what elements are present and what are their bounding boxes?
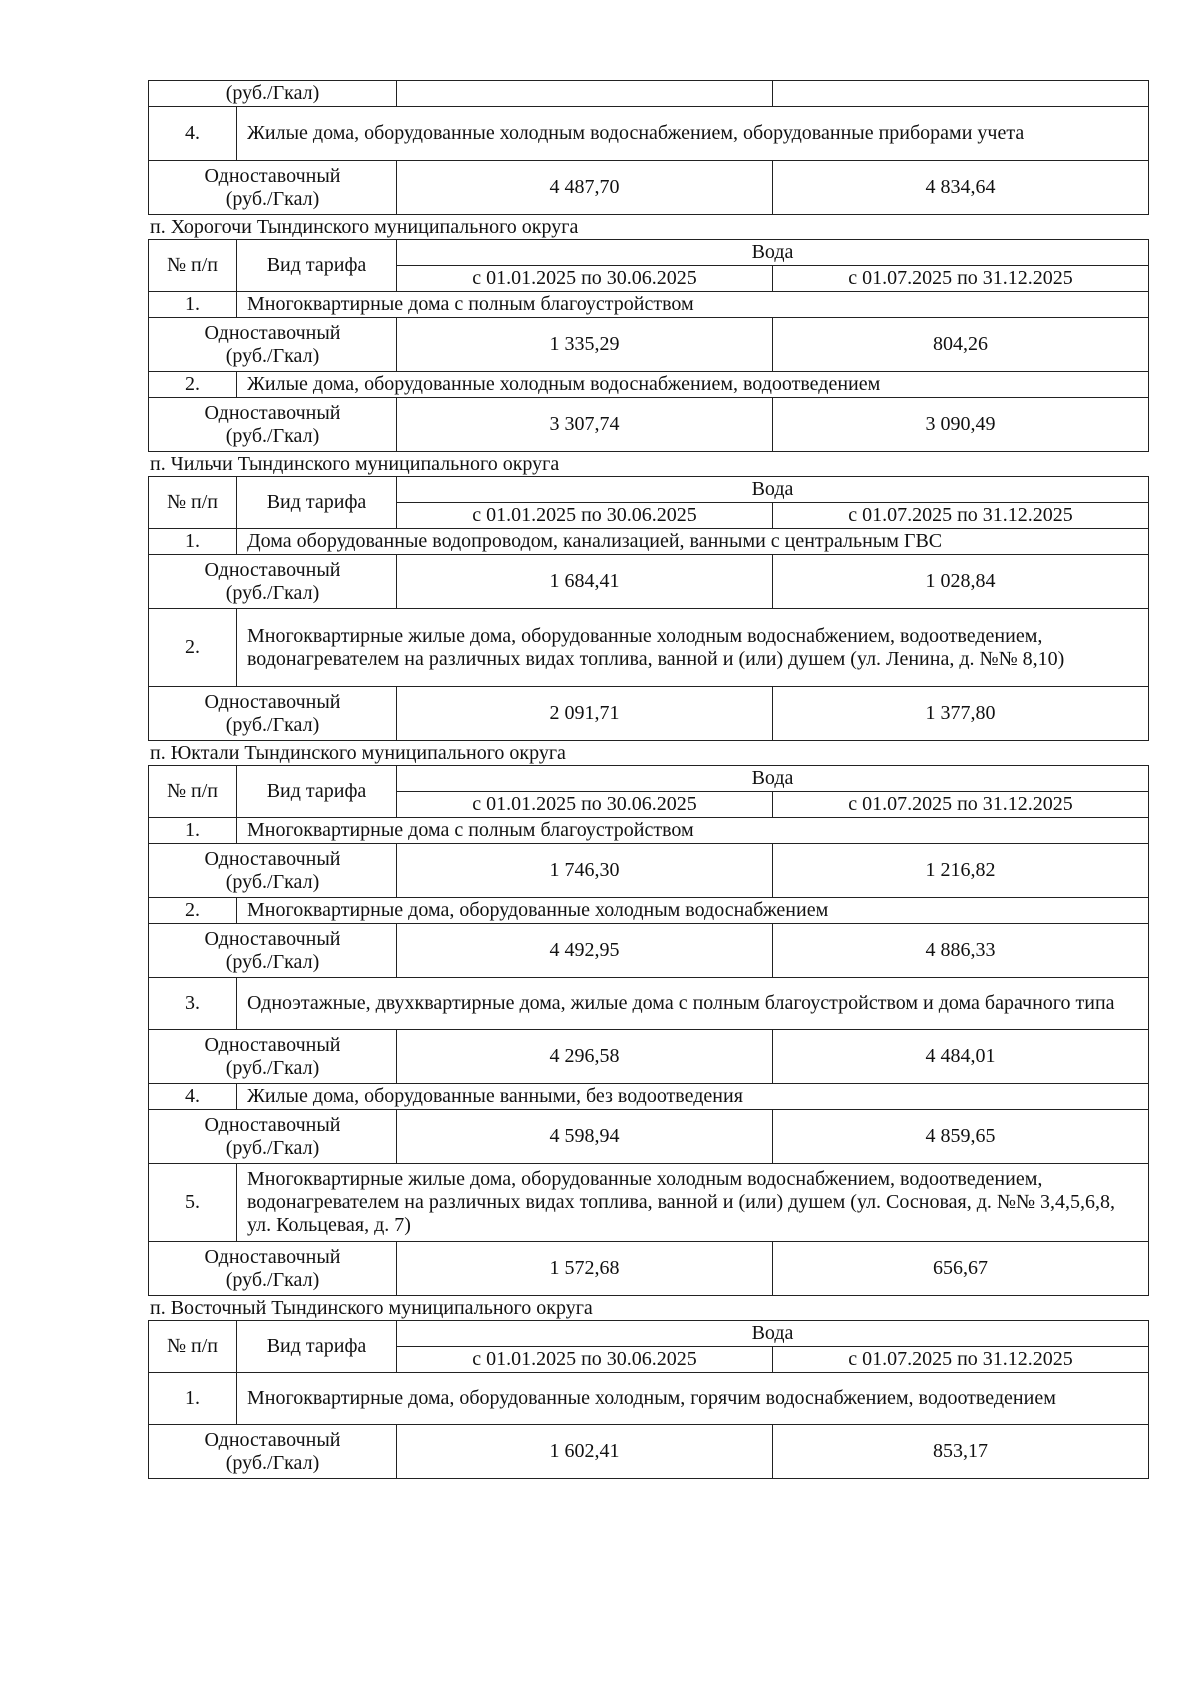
item-description: Многоквартирные жилые дома, оборудованные холодным водоснабжением, водоотведением, водонагревателем на различных видах топлива, ванной и (или) душем (ул. Ленина, д. №№ 8,10) bbox=[237, 609, 1149, 687]
item-description: Многоквартирные дома с полным благоустройством bbox=[237, 818, 1149, 844]
value-period1: 1 572,68 bbox=[397, 1242, 773, 1296]
item-description: Многоквартирные дома, оборудованные холодным, горячим водоснабжением, водоотведением bbox=[237, 1373, 1149, 1425]
header-period1: с 01.01.2025 по 30.06.2025 bbox=[397, 1347, 773, 1373]
item-number: 2. bbox=[149, 372, 237, 398]
item-number: 2. bbox=[149, 898, 237, 924]
rate-label: Одноставочный (руб./Гкал) bbox=[149, 398, 397, 452]
item-description: Одноэтажные, двухквартирные дома, жилые дома с полным благоустройством и дома барачного типа bbox=[237, 978, 1149, 1030]
header-tariff-type: Вид тарифа bbox=[237, 240, 397, 292]
item-number: 5. bbox=[149, 1164, 237, 1242]
value-period2: 1 377,80 bbox=[773, 687, 1149, 741]
unit-label: (руб./Гкал) bbox=[149, 81, 397, 107]
header-period1: с 01.01.2025 по 30.06.2025 bbox=[397, 503, 773, 529]
value-period1: 3 307,74 bbox=[397, 398, 773, 452]
value-period1: 4 598,94 bbox=[397, 1110, 773, 1164]
rate-label: Одноставочный (руб./Гкал) bbox=[149, 555, 397, 609]
tariff-table bbox=[148, 476, 1149, 741]
value-period2: 3 090,49 bbox=[773, 398, 1149, 452]
rate-label: Одноставочный (руб./Гкал) bbox=[149, 1110, 397, 1164]
rate-label: Одноставочный (руб./Гкал) bbox=[149, 687, 397, 741]
value-period2: 4 834,64 bbox=[773, 161, 1149, 215]
rate-label: Одноставочный (руб./Гкал) bbox=[149, 161, 397, 215]
rate-label: Одноставочный (руб./Гкал) bbox=[149, 924, 397, 978]
rate-label: Одноставочный (руб./Гкал) bbox=[149, 1030, 397, 1084]
item-number: 1. bbox=[149, 292, 237, 318]
header-number: № п/п bbox=[149, 766, 237, 818]
header-period2: с 01.07.2025 по 31.12.2025 bbox=[773, 1347, 1149, 1373]
header-period1: с 01.01.2025 по 30.06.2025 bbox=[397, 266, 773, 292]
section-title: п. Чильчи Тындинского муниципального округа bbox=[150, 453, 560, 475]
header-period1: с 01.01.2025 по 30.06.2025 bbox=[397, 792, 773, 818]
rate-label: Одноставочный (руб./Гкал) bbox=[149, 844, 397, 898]
section-title: п. Восточный Тындинского муниципального округа bbox=[150, 1297, 593, 1319]
header-number: № п/п bbox=[149, 477, 237, 529]
header-number: № п/п bbox=[149, 1321, 237, 1373]
section-title: п. Юктали Тындинского муниципального округа bbox=[150, 742, 566, 764]
item-number: 1. bbox=[149, 1373, 237, 1425]
value-period1: 4 492,95 bbox=[397, 924, 773, 978]
value-period2: 1 028,84 bbox=[773, 555, 1149, 609]
header-water: Вода bbox=[397, 240, 1149, 266]
value-period2: 4 886,33 bbox=[773, 924, 1149, 978]
item-description: Многоквартирные дома, оборудованные холодным водоснабжением bbox=[237, 898, 1149, 924]
header-period2: с 01.07.2025 по 31.12.2025 bbox=[773, 266, 1149, 292]
item-number: 2. bbox=[149, 609, 237, 687]
item-number: 4. bbox=[149, 1084, 237, 1110]
value-period1: 1 746,30 bbox=[397, 844, 773, 898]
value-period1: 1 335,29 bbox=[397, 318, 773, 372]
item-number: 1. bbox=[149, 529, 237, 555]
value-period1: 1 684,41 bbox=[397, 555, 773, 609]
tariff-document bbox=[148, 80, 1148, 1479]
rate-label: Одноставочный (руб./Гкал) bbox=[149, 318, 397, 372]
item-description: Дома оборудованные водопроводом, канализацией, ванными с центральным ГВС bbox=[237, 529, 1149, 555]
rate-label: Одноставочный (руб./Гкал) bbox=[149, 1242, 397, 1296]
header-tariff-type: Вид тарифа bbox=[237, 1321, 397, 1373]
tariff-table bbox=[148, 1320, 1149, 1479]
item-description: Жилые дома, оборудованные холодным водоснабжением, водоотведением bbox=[237, 372, 1149, 398]
header-water: Вода bbox=[397, 477, 1149, 503]
rate-label: Одноставочный (руб./Гкал) bbox=[149, 1425, 397, 1479]
value-period2: 804,26 bbox=[773, 318, 1149, 372]
value-period1: 2 091,71 bbox=[397, 687, 773, 741]
value-period1: 1 602,41 bbox=[397, 1425, 773, 1479]
value-period2: 4 859,65 bbox=[773, 1110, 1149, 1164]
item-description: Жилые дома, оборудованные холодным водоснабжением, оборудованные приборами учета bbox=[237, 107, 1149, 161]
item-description: Многоквартирные дома с полным благоустройством bbox=[237, 292, 1149, 318]
header-tariff-type: Вид тарифа bbox=[237, 766, 397, 818]
value-period2: 853,17 bbox=[773, 1425, 1149, 1479]
tariff-table bbox=[148, 239, 1149, 452]
item-number: 1. bbox=[149, 818, 237, 844]
header-water: Вода bbox=[397, 766, 1149, 792]
value-period2: 1 216,82 bbox=[773, 844, 1149, 898]
value-period1: 4 487,70 bbox=[397, 161, 773, 215]
header-period2: с 01.07.2025 по 31.12.2025 bbox=[773, 503, 1149, 529]
item-description: Многоквартирные жилые дома, оборудованные холодным водоснабжением, водоотведением, водонагревателем на различных видах топлива, ванной и (или) душем (ул. Сосновая, д. №№ 3,4,5,6,8, ул. Кольцевая, д. 7) bbox=[237, 1164, 1149, 1242]
section-title: п. Хорогочи Тындинского муниципального округа bbox=[150, 216, 579, 238]
value-period1: 4 296,58 bbox=[397, 1030, 773, 1084]
item-description: Жилые дома, оборудованные ванными, без водоотведения bbox=[237, 1084, 1149, 1110]
tariff-table bbox=[148, 765, 1149, 1296]
header-period2: с 01.07.2025 по 31.12.2025 bbox=[773, 792, 1149, 818]
header-water: Вода bbox=[397, 1321, 1149, 1347]
item-number: 3. bbox=[149, 978, 237, 1030]
continuation-table bbox=[148, 80, 1149, 215]
value-period2: 656,67 bbox=[773, 1242, 1149, 1296]
header-tariff-type: Вид тарифа bbox=[237, 477, 397, 529]
item-number: 4. bbox=[149, 107, 237, 161]
header-number: № п/п bbox=[149, 240, 237, 292]
value-period2: 4 484,01 bbox=[773, 1030, 1149, 1084]
